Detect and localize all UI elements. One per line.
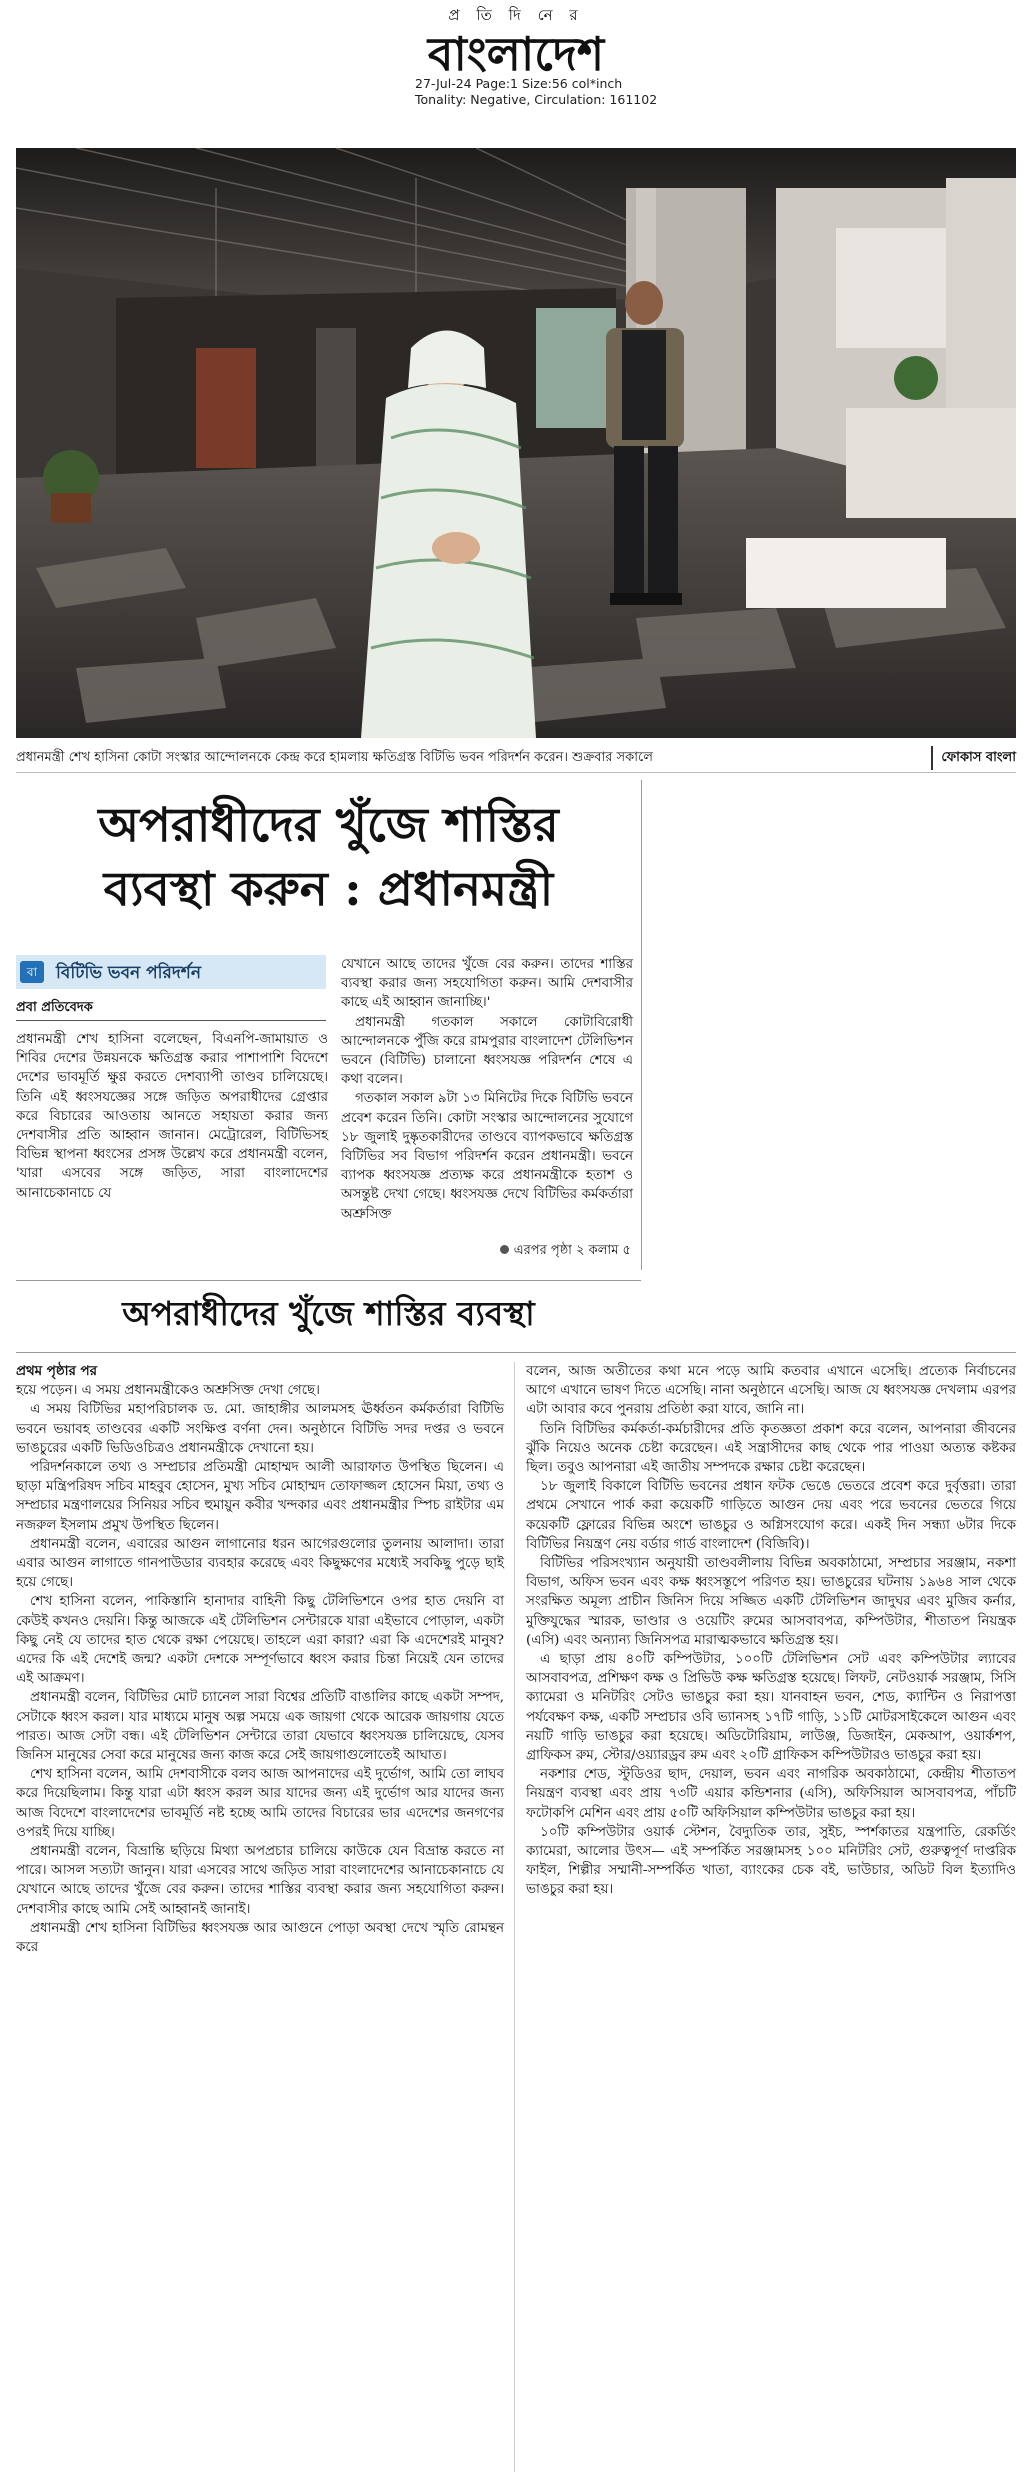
cont-right-para: তিনি বিটিভির কর্মকর্তা-কর্মচারীদের প্রতি কৃতজ্ঞতা প্রকাশ করে বলেন, আপনারা জীবনের ঝুঁকি নিয়েও অনেক চেষ্টা করেছেন। এই সন্ত্রাসীদের কাছ থেকে পার পাওয়া অত্যন্ত কষ্টকর ছিল। তবুও আপনারা এই জাতীয় সম্পদকে রক্ষার চেষ্টা করেছেন। bbox=[526, 1421, 1016, 1476]
masthead-kicker: প্র তি দি নে র bbox=[448, 6, 584, 24]
cont-right-para: নকশার শেড, স্টুডিওর ছাদ, দেয়াল, ভবন এবং নাগরিক অবকাঠামো, কেন্দ্রীয় শীতাতপ নিয়ন্ত্রণ ব্যবস্থা এবং প্রায় ৭৩টি এয়ার কন্ডিশনার (এসি), অফিসিয়াল আসবাবপত্র, পাঁচটি ফটোকপি মেশিন এবং প্রায় ৫০টি অফিসিয়াল কম্পিউটার ভাঙচুর করা হয়। bbox=[526, 1767, 1016, 1821]
continuation-top-rule bbox=[16, 1280, 641, 1281]
clipping-meta-line2: Tonality: Negative, Circulation: 161102 bbox=[415, 92, 658, 107]
continued-jump-text: এরপর পৃষ্ঠা ২ কলাম ৫ bbox=[513, 1243, 631, 1258]
photo-caption-text: প্রধানমন্ত্রী শেখ হাসিনা কোটা সংস্কার আন্দোলনকে কেন্দ্র করে হামলায় ক্ষতিগ্রস্ত বিটিভি ভবন পরিদর্শন করেন। শুক্রবার সকালে bbox=[16, 750, 653, 765]
column-divider bbox=[514, 1362, 515, 2472]
news-photo bbox=[16, 148, 1016, 738]
masthead bbox=[0, 0, 1032, 120]
photo-credit: ফোকাস বাংলা bbox=[931, 746, 1016, 770]
lead-headline bbox=[16, 794, 641, 922]
lead-headline-line2: ব্যবস্থা করুন : প্রধানমন্ত্রী bbox=[103, 862, 554, 917]
bullet-icon bbox=[500, 1245, 509, 1254]
lead-story bbox=[16, 780, 642, 1270]
from-front-page-label: প্রথম পৃষ্ঠার পর bbox=[16, 1363, 97, 1379]
lead-column-2 bbox=[341, 955, 633, 1224]
cont-left-para: এ সময় বিটিভির মহাপরিচালক ড. মো. জাহাঙ্গীর আলমসহ ঊর্ধ্বতন কর্মকর্তারা বিটিভি ভবনে ভয়াবহ তাণ্ডবের একটি সংক্ষিপ্ত বর্ণনা দেন। অনুষ্ঠানে বিটিভি সদর দপ্তর ও ভবনে ভাঙচুরের একটি ভিডিওচিত্রও প্রধানমন্ত্রীকে দেখানো হয়। bbox=[16, 1402, 504, 1456]
section-badge-icon: বা bbox=[20, 961, 44, 983]
cont-left-para: শেখ হাসিনা বলেন, আমি দেশবাসীকে বলব আজ আপনাদের এই দুর্ভোগ, আমি তো লাঘব করে দিয়েছিলাম। কিন্তু যারা এটা ধ্বংস করল আর যাদের জন্য এই দুর্ভোগ আর যাদের জন্য আজ বিদেশে বাংলাদেশের ভাবমূর্তি নষ্ট হচ্ছে আমি তাদের বিচারের ভার এদেশের জনগণের ওপরই দিয়ে যাচ্ছি। bbox=[16, 1767, 504, 1840]
photo-caption bbox=[16, 746, 1016, 773]
cont-right-para: বিটিভির পরিসংখ্যান অনুযায়ী তাণ্ডবলীলায় বিভিন্ন অবকাঠামো, সম্প্রচার সরঞ্জাম, নকশা বিভাগ, অফিস ভবন এবং কক্ষ ধ্বংসস্তূপে পরিণত হয়। ভাঙচুরের ঘটনায় ১৯৬৪ সাল থেকে সংরক্ষিত অমূল্য প্রাচীন জিনিস দিয়ে সজ্জিত একটি টেলিভিশন জাদুঘর এবং মুজিব কর্নার, মুক্তিযুদ্ধের স্মারক, ভাণ্ডার ও ওয়েটিং রুমের আসবাবপত্র, কম্পিউটার, শীতাতপ নিয়ন্ত্রক (এসি) এবং অন্যান্য জিনিসপত্র মারাত্মকভাবে ক্ষতিগ্রস্ত হয়। bbox=[526, 1556, 1016, 1648]
cont-left-para: প্রধানমন্ত্রী শেখ হাসিনা বিটিভির ধ্বংসযজ্ঞ আর আগুনে পোড়া অবস্থা দেখে স্মৃতি রোমন্থন করে bbox=[16, 1920, 504, 1956]
newspaper-logo: বাংলাদেশ bbox=[427, 27, 605, 81]
lead-column-1: প্রধানমন্ত্রী শেখ হাসিনা বলেছেন, বিএনপি-জামায়াত ও শিবির দেশের উন্নয়নকে ক্ষতিগ্রস্ত করার পাশাপাশি বিদেশে দেশের ভাবমূর্তি ক্ষুণ্ণ করতে দেশব্যাপী তাণ্ডব চালিয়েছে। তিনি এই ধ্বংসযজ্ঞের সঙ্গে জড়িত অপরাধীদের গ্রেপ্তার করে বিচারের আওতায় আনতে সহায়তা করার জন্য দেশবাসীর প্রতি আহ্বান জানান। মেট্রোরেল, বিটিভিসহ বিভিন্ন স্থাপনা ধ্বংসের প্রসঙ্গ উল্লেখ করে প্রধানমন্ত্রী বলেন, 'যারা এসবের সঙ্গে জড়িত, সারা বাংলাদেশের আনাচেকানাচে যে bbox=[16, 1032, 328, 1201]
continuation-headline: অপরাধীদের খুঁজে শাস্তির ব্যবস্থা bbox=[122, 1294, 535, 1333]
continued-jump bbox=[500, 1241, 631, 1262]
cont-right-para: ১০টি কম্পিউটার ওয়ার্ক স্টেশন, বৈদ্যুতিক তার, সুইচ, স্পর্শকাতর যন্ত্রপাতি, রেকর্ডিং ক্যামেরা, আলোর উৎস— এই সম্পর্কিত সরঞ্জামসহ ১০০ মনিটরিং সেট, গুরুত্বপূর্ণ দাপ্তরিক ফাইল, শিল্পীর সম্মানী-সম্পর্কিত খাতা, ব্যাংকের চেক বই, ভাউচার, অডিট বিল ইত্যাদিও ভাঙচুর করা হয়। bbox=[526, 1824, 1016, 1898]
cont-right-para: এ ছাড়া প্রায় ৪০টি কম্পিউটার, ১০০টি টেলিভিশন সেট এবং কম্পিউটার ল্যাবের আসবাবপত্র, প্রশিক্ষণ কক্ষ ও প্রিভিউ কক্ষ ক্ষতিগ্রস্ত হয়েছে। লিফট, নেটওয়ার্ক সরঞ্জাম, সিসি ক্যামেরা ও মনিটরিং সেটও ভাঙচুর করা হয়। যানবাহন ভবন, শেড, ক্যান্টিন ও নিরাপত্তা পর্যবেক্ষণ কক্ষ, একটি সম্প্রচার ওবি ভ্যানসহ ১৭টি গাড়ি, ১১টি মোটরসাইকেলে আগুন এবং নয়টি গাড়ি ভাঙচুর করা হয়েছে। অডিটোরিয়াম, লাউঞ্জ, ডিজাইন, মেকআপ, ওয়ার্কশপ, গ্রাফিকস রুম, স্টোর/ওয়্যারড্রব রুম এবং ২০টি গ্রাফিকস কম্পিউটারও ভাঙচুর করা হয়। bbox=[526, 1652, 1016, 1764]
clipping-meta-line1: 27-Jul-24 Page:1 Size:56 col*inch bbox=[415, 76, 623, 91]
lead-column-2-para-1: যেখানে আছে তাদের খুঁজে বের করুন। তাদের শাস্তির ব্যবস্থা করার জন্য সহযোগিতা করুন। আমি দেশবাসীর কাছে এই আহ্বান জানাচ্ছি।' bbox=[341, 957, 633, 1011]
cont-left-para: শেখ হাসিনা বলেন, পাকিস্তানি হানাদার বাহিনী কিছু টেলিভিশনে ওপর হাত দেয়নি বা কেউই কখনও দেয়নি। কিন্তু আজকে এই টেলিভিশন সেন্টারকে যারা এইভাবে পোড়াল, একটা কিছু নেই যে তাদের হাত থেকে রক্ষা পেয়েছে। তাহলে এরা কারা? এরা কি এদেশেরই মানুষ? এদের কি এই দেশেই জন্ম? একটা দেশকে সম্পূর্ণভাবে ধ্বংস করার চিন্তা নিয়েই যেন তাদের এই আক্রমণ। bbox=[16, 1594, 504, 1687]
burned-hall-photo bbox=[16, 148, 1016, 738]
continuation-column-left bbox=[16, 1362, 504, 1957]
continuation-headline-rule bbox=[16, 1352, 1016, 1353]
cont-left-para: হয়ে পড়েন। এ সময় প্রধানমন্ত্রীকেও অশ্রুসিক্ত দেখা গেছে। bbox=[16, 1383, 320, 1399]
cont-right-para: বলেন, আজ অতীতের কথা মনে পড়ে আমি কতবার এখানে এসেছি। প্রত্যেক নির্বাচনের আগে এখানে ভাষণ দিতে এসেছি। নানা অনুষ্ঠানে এসেছি। আজ যে ধ্বংসযজ্ঞ দেখলাম এরপর এটা আবার কবে পুনরায় প্রতিষ্ঠা করা যাবে, জানি না। bbox=[526, 1364, 1016, 1418]
section-tag bbox=[16, 955, 326, 989]
lead-headline-line1: অপরাধীদের খুঁজে শাস্তির bbox=[98, 798, 559, 853]
lead-column-2-para-2: প্রধানমন্ত্রী গতকাল সকালে কোটাবিরোধী আন্দোলনকে পুঁজি করে রামপুরার বাংলাদেশ টেলিভিশন ভবনে (বিটিভি) চালানো ধ্বংসযজ্ঞ পরিদর্শন শেষে এ কথা বলেন। bbox=[341, 1014, 633, 1088]
cont-left-para: প্রধানমন্ত্রী বলেন, এবারের আগুন লাগানোর ধরন আগেরগুলোর তুলনায় আলাদা। তারা এবার আগুন লাগাতে গানপাউডার ব্যবহার করেছে এবং কিছুক্ষণের মধ্যেই সবকিছু পুড়ে ছাই হয়ে গেছে। bbox=[16, 1536, 504, 1591]
cont-left-para: পরিদর্শনকালে তথ্য ও সম্প্রচার প্রতিমন্ত্রী মোহাম্মদ আলী আরাফাত উপস্থিত ছিলেন। এ ছাড়া মন্ত্রিপরিষদ সচিব মাহবুব হোসেন, মুখ্য সচিব মোহাম্মদ তোফাজ্জল হোসেন মিয়া, তথ্য ও সম্প্রচার মন্ত্রণালয়ের সিনিয়র সচিব হুমায়ুন কবীর খন্দকার এবং প্রধানমন্ত্রীর স্পিচ রাইটার এম নজরুল ইসলাম প্রমুখ উপস্থিত ছিলেন। bbox=[16, 1460, 504, 1533]
lead-column-2-para-3: গতকাল সকাল ৯টা ১৩ মিনিটের দিকে বিটিভি ভবনে প্রবেশ করেন তিনি। কোটা সংস্কার আন্দোলনের সুযোগে ১৮ জুলাই দুষ্কৃতকারীদের তাণ্ডবে ব্যাপকভাবে ক্ষতিগ্রস্ত বিটিভির সব বিভাগ পরিদর্শন করেন প্রধানমন্ত্রী। ভবনে ব্যাপক ধ্বংসযজ্ঞ প্রত্যক্ষ করে প্রধানমন্ত্রীকে হতাশ ও অসন্তুষ্ট দেখা গেছে। ধ্বংসযজ্ঞ দেখে বিটিভির কর্মকর্তারা অশ্রুসিক্ত bbox=[341, 1091, 633, 1222]
cont-right-para: ১৮ জুলাই বিকালে বিটিভি ভবনের প্রধান ফটক ভেঙে ভেতরে প্রবেশ করে দুর্বৃত্তরা। তারা প্রথমে সেখানে পার্ক করা কয়েকটি গাড়িতে আগুন দেয় এবং পরে ভবনের ভেতরে গিয়ে কয়েকটি ফ্লোরের বিভিন্ন অংশে ভাঙচুর ও অগ্নিসংযোগ করে। একই দিন সন্ধ্যা ৬টার দিকে বিটিভির নিয়ন্ত্রণ নেয় বর্ডার গার্ড বাংলাদেশ (বিজিবি)। bbox=[526, 1479, 1017, 1552]
continuation-column-right bbox=[526, 1362, 1016, 1900]
byline-divider bbox=[16, 1020, 326, 1021]
cont-left-para: প্রধানমন্ত্রী বলেন, বিভ্রান্তি ছড়িয়ে মিথ্যা অপপ্রচার চালিয়ে কাউকে যেন বিভ্রান্ত করতে না পারে। আসল সত্যটা জানুন। যারা এসবের সাথে জড়িত সারা বাংলাদেশের আনাচেকানাচে যে যেখানে আছে তাদের খুঁজে বের করুন। তাদের শাস্তির ব্যবস্থা করার জন্য সহযোগিতা করুন। দেশবাসীর কাছে আমি সেই আহ্বানই জানাই। bbox=[16, 1844, 504, 1917]
clipping-meta bbox=[415, 76, 657, 108]
byline: প্রবা প্রতিবেদক bbox=[16, 1000, 93, 1015]
section-tag-label: বিটিভি ভবন পরিদর্শন bbox=[56, 963, 201, 983]
cont-left-para: প্রধানমন্ত্রী বলেন, বিটিভির মোট চ্যানেল সারা বিশ্বের প্রতিটি বাঙালির কাছে একটা সম্পদ, সেটাকে ধ্বংস করল। যার মাধ্যমে মানুষ অল্প সময়ে এক জায়গা থেকে আরেক জায়গায় যেতে পারত। আজ সেটা বন্ধ। এই টেলিভিশন সেন্টারে তারা যেভাবে ধ্বংসযজ্ঞ চালিয়েছে, যেসব জিনিস মানুষের সেবা করে মানুষের জন্য কাজ করে সেই জায়গাগুলোতেই আঘাত। bbox=[16, 1690, 504, 1764]
